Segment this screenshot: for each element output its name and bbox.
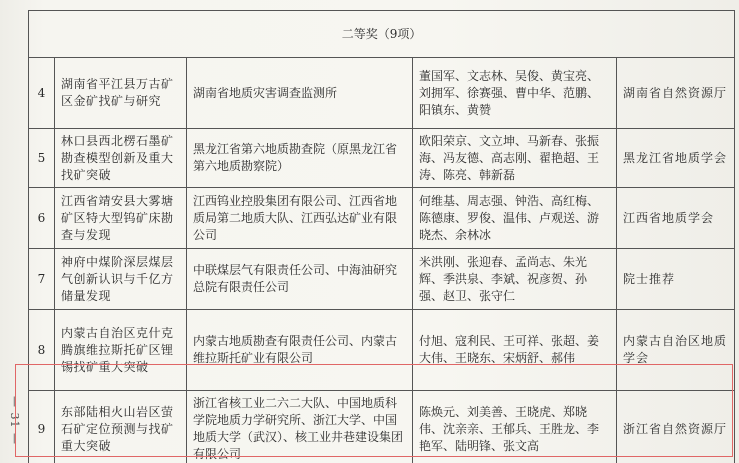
table-row (29, 58, 735, 129)
team-members: 付旭、寇利民、王可祥、张超、姜大伟、王晓东、宋炳舒、郝伟 (413, 310, 617, 391)
completing-units: 黑龙江省第六地质勘查院（原黑龙江省第六地质勘察院） (187, 129, 413, 188)
row-number: 8 (29, 310, 55, 391)
row-number: 4 (29, 58, 55, 129)
team-members: 陈焕元、刘美善、王晓虎、郑晓伟、沈亲亲、王郁兵、王胜龙、李艳军、陆明锋、张文高 (413, 391, 617, 463)
row-number: 6 (29, 188, 55, 249)
table-row (29, 249, 735, 310)
section-title-row (29, 11, 735, 58)
completing-units: 内蒙古地质勘查有限责任公司、内蒙古维拉斯托矿业有限公司 (187, 310, 413, 391)
recommender: 院士推荐 (617, 249, 735, 310)
table-row (29, 129, 735, 188)
recommender: 内蒙古自治区地质学会 (617, 310, 735, 391)
completing-units: 中联煤层气有限责任公司、中海油研究总院有限责任公司 (187, 249, 413, 310)
team-members: 米洪刚、张迎春、孟尚志、朱光辉、季洪泉、李斌、祝彦贺、孙强、赵卫、张守仁 (413, 249, 617, 310)
team-members: 欧阳荣京、文立坤、马新春、张振海、冯友德、高志刚、翟艳超、王涛、陈亮、韩新磊 (413, 129, 617, 188)
recommender: 黑龙江省地质学会 (617, 129, 735, 188)
project-name: 东部陆相火山岩区萤石矿定位预测与找矿重大突破 (55, 391, 187, 463)
table-row (29, 188, 735, 249)
recommender: 浙江省自然资源厅 (617, 391, 735, 463)
project-name: 林口县西北楞石墨矿勘查模型创新及重大找矿突破 (55, 129, 187, 188)
page-number: — 31 — (8, 396, 21, 445)
completing-units: 江西钨业控股集团有限公司、江西省地质局第二地质大队、江西弘达矿业有限公司 (187, 188, 413, 249)
table-row (29, 310, 735, 391)
row-number: 9 (29, 391, 55, 463)
team-members: 何维基、周志强、钟浩、高红梅、陈德康、罗俊、温伟、卢观送、游晓杰、余林冰 (413, 188, 617, 249)
project-name: 内蒙古自治区克什克腾旗维拉斯托矿区锂锡找矿重大突破 (55, 310, 187, 391)
row-number: 7 (29, 249, 55, 310)
section-title: 二等奖（9项） (29, 11, 735, 58)
recommender: 湖南省自然资源厅 (617, 58, 735, 129)
project-name: 湖南省平江县万古矿区金矿找矿与研究 (55, 58, 187, 129)
table-row-highlighted (29, 391, 735, 463)
row-number: 5 (29, 129, 55, 188)
project-name: 江西省靖安县大雾塘矿区特大型钨矿床勘查与发现 (55, 188, 187, 249)
team-members: 董国军、文志林、吴俊、黄宝亮、刘拥军、徐赛强、曹中华、范鹏、阳镇东、黄赞 (413, 58, 617, 129)
recommender: 江西省地质学会 (617, 188, 735, 249)
completing-units: 湖南省地质灾害调查监测所 (187, 58, 413, 129)
award-table (28, 10, 735, 463)
project-name: 神府中煤阶深层煤层气创新认识与千亿方储量发现 (55, 249, 187, 310)
completing-units: 浙江省核工业二六二大队、中国地质科学院地质力学研究所、浙江大学、中国地质大学（武汉）、核工业井巷建设集团有限公司 (187, 391, 413, 463)
